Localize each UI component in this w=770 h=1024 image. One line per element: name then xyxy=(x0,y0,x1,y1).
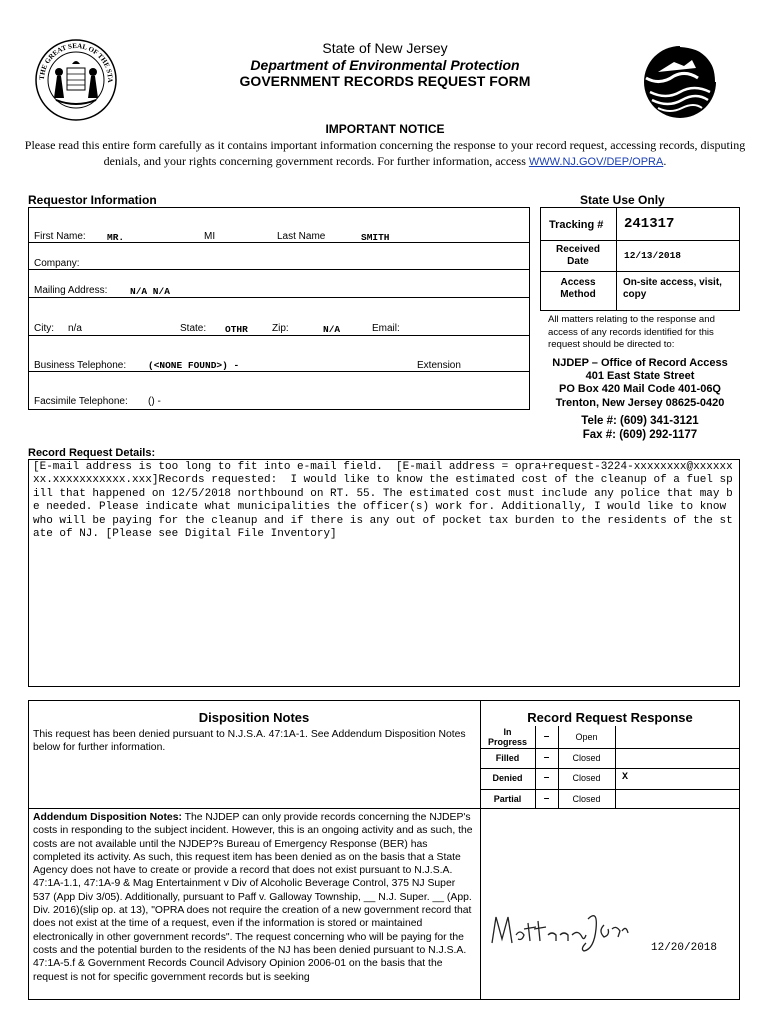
city-label: City: xyxy=(34,323,54,334)
access-method-label: Access Method xyxy=(560,277,596,300)
mailing-address-label: Mailing Address: xyxy=(34,285,108,296)
department-title: Department of Environmental Protection xyxy=(250,57,520,73)
details-title: Record Request Details: xyxy=(28,447,156,459)
response-row-denied-dash: – xyxy=(543,772,550,783)
first-name-label: First Name: xyxy=(34,231,86,242)
response-row-partial-dash: – xyxy=(543,793,550,804)
response-table xyxy=(480,726,740,808)
response-row-in-progress-label: In Progress xyxy=(487,727,528,747)
response-row-in-progress-status: Open xyxy=(575,732,598,742)
state-use-title: State Use Only xyxy=(580,193,665,207)
office-po-box: PO Box 420 Mail Code 401-06Q xyxy=(558,383,721,395)
details-text[interactable]: [E-mail address is too long to fit into e-mail field. [E-mail address = opra+request-3224-xxxxxxxx@xxxxxxxx.xxxxxxxxxxx.xxx]Records requested: I would like to know the estimated cost of the cleanup of a fuel spill that happened on 12/5/2018 northbound on RT. 55. The estimated cost must include any police that may be needed. Please indicate what municipalities the officer(s) work for. Additionally, I would like to know who will be paying for the cleanup and if there is any out of pocket tax burden to the residents of the state of NJ. [Please see Digital File Inventory] xyxy=(33,461,733,541)
office-street: 401 East State Street xyxy=(585,370,695,382)
form-title: GOVERNMENT RECORDS REQUEST FORM xyxy=(239,73,531,89)
disposition-title: Disposition Notes xyxy=(198,710,310,725)
email-label: Email: xyxy=(372,323,400,334)
business-phone-value[interactable]: (<NONE FOUND>) - xyxy=(148,360,240,371)
city-value[interactable]: n/a xyxy=(68,323,82,334)
tracking-label: Tracking # xyxy=(549,219,604,231)
received-label: Received Date xyxy=(556,244,600,267)
received-date-value: 12/13/2018 xyxy=(624,250,682,261)
notice-text: Please read this entire form carefully as it contains important information concerning the response to your record request, accessing records, disputing denials, and your rights concerning government records. For further information, access WWW.NJ.GOV/DEP/OPRA. xyxy=(24,138,746,168)
last-name-value[interactable]: SMITH xyxy=(361,232,390,243)
mi-label: MI xyxy=(204,231,216,242)
first-name-value[interactable]: MR. xyxy=(107,232,125,243)
response-row-partial-status: Closed xyxy=(572,794,601,804)
extension-label: Extension xyxy=(417,360,461,371)
zip-value[interactable]: N/A xyxy=(323,324,341,335)
company-label: Company: xyxy=(34,258,80,269)
office-fax: Fax #: (609) 292-1177 xyxy=(582,429,698,441)
response-row-filled-label: Filled xyxy=(495,753,520,763)
signature-date: 12/20/2018 xyxy=(651,942,718,954)
state-value[interactable]: OTHR xyxy=(225,324,248,335)
mailing-address-value[interactable]: N/A N/A xyxy=(130,286,170,297)
custodian-signature xyxy=(486,905,636,955)
business-phone-label: Business Telephone: xyxy=(34,360,127,371)
office-city: Trenton, New Jersey 08625-0420 xyxy=(555,397,725,409)
response-row-denied-label: Denied xyxy=(492,773,523,783)
disposition-text: This request has been denied pursuant to N.J.S.A. 47:1A-1. See Addendum Disposition Notes below for further information. xyxy=(33,729,466,753)
dep-logo xyxy=(640,42,718,122)
state-label: State: xyxy=(180,323,207,334)
addendum-notes: Addendum Disposition Notes: The NJDEP can only provide records concerning the NJDEP's costs in responding to the subject incident. However, this is an ongoing activity and as such, the costs are not available until the NJDEP?s Bureau of Emergency Response (BER) has completed its activity. As such, this request item has been denied as on the basis that a State Agency does not have to create or provide a record that does not exist pursuant to N.J.S.A. 47:1A-1.1, 47:1A-9 & Mag Entertainment v Div of Alcoholic Beverage Control, 375 NJ Super 537 (App Div 3/05). Additionally, pursuant to Paff v. Galloway Township, __ N.J. Super. __ (App. Div. 2016)(slip op. at 13), "OPRA does not require the creation of a new government record that does not exist at the time of a request, even if the information is stored or maintained electronically in other government records". The request concerning who will be paying for the costs and the potential burden to the residents of the NJ has been denied pursuant to N.J.S.A. 47:1A-5.f & Government Records Council Advisory Opinion 2006-01 on the basis that the request is not for specific government records but is seeking xyxy=(33,812,473,983)
fax-value[interactable]: () - xyxy=(148,396,161,407)
office-telephone: Tele #: (609) 341-3121 xyxy=(581,415,699,427)
requestor-section-title: Requestor Information xyxy=(28,193,157,207)
response-row-denied-status: Closed xyxy=(572,773,601,783)
response-row-filled-dash: – xyxy=(543,752,550,763)
office-name: NJDEP – Office of Record Access xyxy=(552,357,728,369)
access-method-value: On-site access, visit, copy xyxy=(623,277,722,300)
tracking-value: 241317 xyxy=(624,216,675,232)
response-row-filled-status: Closed xyxy=(572,753,601,763)
state-title: State of New Jersey xyxy=(322,40,448,56)
matters-text: All matters relating to the response and access of any records identified for this request should be directed to: xyxy=(548,314,715,351)
response-row-denied-mark[interactable]: X xyxy=(622,772,629,783)
last-name-label: Last Name xyxy=(277,231,326,242)
svg-text:THE GREAT SEAL OF THE STATE OF: THE GREAT SEAL OF THE STA xyxy=(37,41,115,83)
notice-title: IMPORTANT NOTICE xyxy=(325,122,445,136)
fax-label: Facsimile Telephone: xyxy=(34,396,128,407)
response-row-partial-label: Partial xyxy=(493,794,522,804)
response-row-in-progress-dash: – xyxy=(543,731,550,742)
opra-link[interactable]: WWW.NJ.GOV/DEP/OPRA xyxy=(528,156,664,168)
response-title: Record Request Response xyxy=(527,710,693,725)
zip-label: Zip: xyxy=(272,323,289,334)
